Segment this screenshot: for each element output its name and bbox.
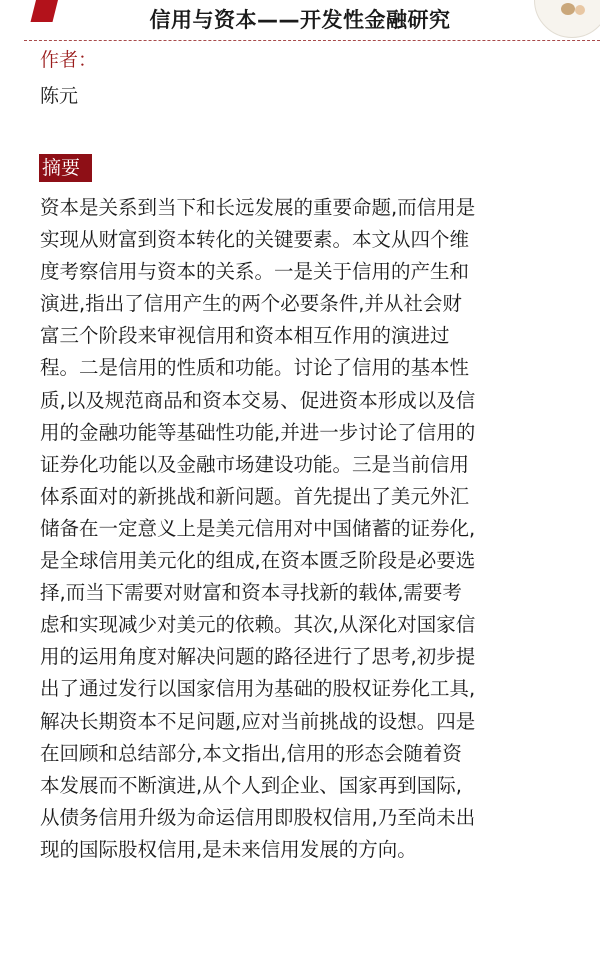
author-label: 作者： — [40, 49, 98, 71]
page-header — [0, 0, 600, 40]
author-name: 陈元 — [40, 85, 79, 107]
abstract-label: 摘要 — [39, 154, 92, 182]
abstract-text: 资本是关系到当下和长远发展的重要命题,而信用是 实现从财富到资本转化的关键要素。本文从四个维 度考察信用与资本的关系。一是关于信用的产生和 演进,指出了信用产生的两个必要条件,并从社会财 富三个阶段来审视信用和资本相互作用的演进过 程。二是信用的性质和功能。讨论了信用的基本性 质,以及规范商品和资本交易、促进资本形成以及信 用的金融功能等基础性功能,并进一步讨论了信用的 证券化功能以及金融市场建设功能。三是当前信用 体系面对的新挑战和新问题。首先提出了美元外汇 储备在一定意义上是美元信用对中国储蓄的证券化, 是全球信用美元化的组成,在资本匮乏阶段是必要选 择,而当下需要对财富和资本寻找新的载体,需要考 虑和实现减少对美元的依赖。其次,从深化对国家信 用的运用角度对解决问题的路径进行了思考,初步提 出了通过发行以国家信用为基础的股权证券化工具, 解决长期资本不足问题,应对当前挑战的设想。四是 在回顾和总结部分,本文指出,信用的形态会随着资 本发展而不断演进,从个人到企业、国家再到国际, 从债务信用升级为命运信用即股权信用,乃至尚未出 现的国际股权信用,是未来信用发展的方向。 — [40, 196, 476, 861]
page-title: 信用与资本——开发性金融研究 — [149, 8, 451, 32]
badge-decoration — [575, 5, 585, 15]
header-divider — [24, 40, 600, 41]
badge-decoration — [561, 3, 575, 15]
